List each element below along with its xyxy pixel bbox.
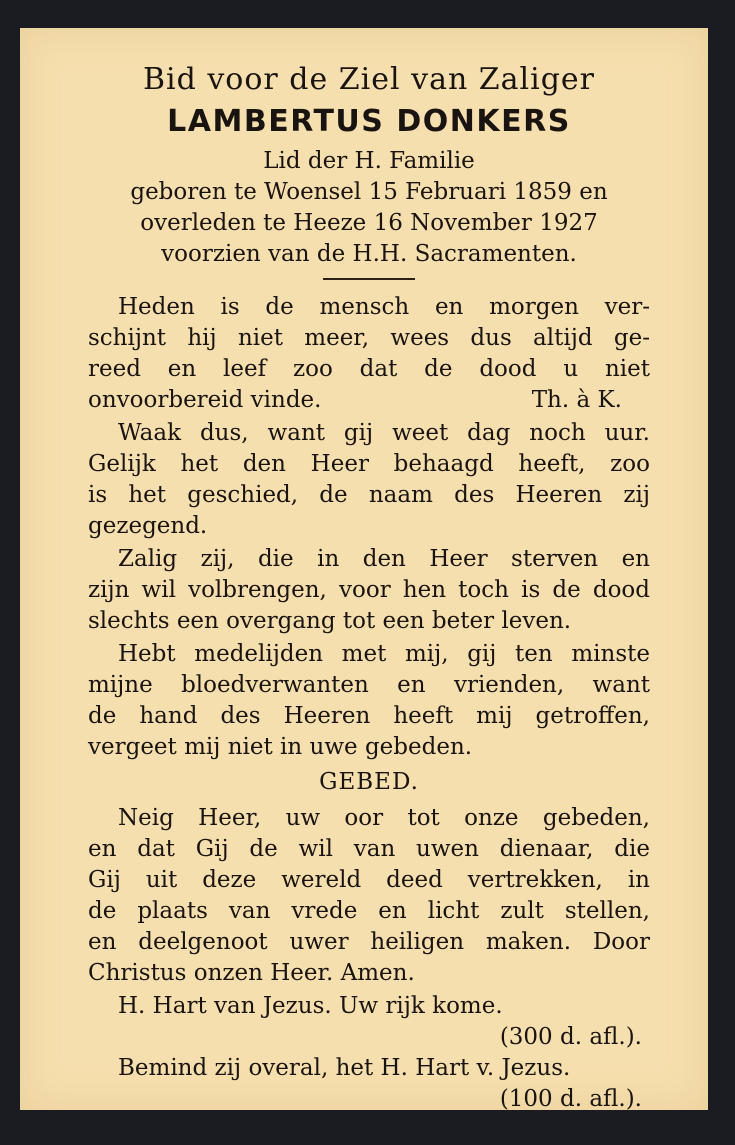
indulgence-2: Bemind zij overal, het H. Hart v. Jezus. [118,1055,571,1081]
prayer-title: GEBED. [319,769,419,795]
text-line: Christus onzen Heer. Amen. [88,960,415,986]
text-line: mijne bloedverwanten en vrienden, want [88,672,650,698]
text-line-with-attribution [88,385,650,416]
indulgence-1-days: (300 d. afl.). [499,1024,642,1050]
text-line: Neig Heer, uw oor tot onze gebeden, [118,805,650,831]
text-line: Waak dus, want gij weet dag noch uur. [118,420,650,446]
text-line: gezegend. [88,513,208,539]
text-line: Zalig zij, die in den Heer sterven en [118,546,650,572]
birth-line: geboren te Woensel 15 Februari 1859 en [130,179,608,205]
paragraph-4 [88,639,650,763]
deceased-name: LAMBERTUS DONKERS [167,104,571,139]
card-content [88,58,650,1115]
text-line: onvoorbereid vinde. [88,387,322,413]
paragraph-1 [88,292,650,416]
prayer-paragraph [88,803,650,989]
divider-rule [323,278,415,280]
attribution: Th. à K. [531,387,622,413]
indulgence-1: H. Hart van Jezus. Uw rijk kome. [118,993,503,1019]
text-line: Gelijk het den Heer behaagd heeft, zoo [88,451,650,477]
text-line: is het geschied, de naam des Heeren zij [88,482,650,508]
text-line: en dat Gij de wil van uwen dienaar, die [88,836,650,862]
text-line: vergeet mij niet in uwe gebeden. [88,734,473,760]
text-line: Hebt medelijden met mij, gij ten minste [118,641,650,667]
text-line: de plaats van vrede en licht zult stellen, [88,898,650,924]
death-line: overleden te Heeze 16 November 1927 [140,210,598,236]
text-line: schijnt hij niet meer, wees dus altijd ge- [88,325,650,351]
text-line: Gij uit deze wereld deed vertrekken, in [88,867,650,893]
text-line: en deelgenoot uwer heiligen maken. Door [88,929,650,955]
text-line: Heden is de mensch en morgen ver- [118,294,650,320]
paragraph-2 [88,418,650,542]
text-line: slechts een overgang tot een beter leven. [88,608,572,634]
memorial-card [20,28,708,1110]
paragraph-3 [88,544,650,637]
sacraments-line: voorzien van de H.H. Sacramenten. [161,241,577,267]
text-line: zijn wil volbrengen, voor hen toch is de dood [88,577,650,603]
membership-line: Lid der H. Familie [263,148,475,174]
indulgence-2-days: (100 d. afl.). [499,1086,642,1112]
text-line: de hand des Heeren heeft mij getroffen, [88,703,650,729]
prayer-request-heading: Bid voor de Ziel van Zaliger [142,62,596,97]
text-line: reed en leef zoo dat de dood u niet [88,356,650,382]
